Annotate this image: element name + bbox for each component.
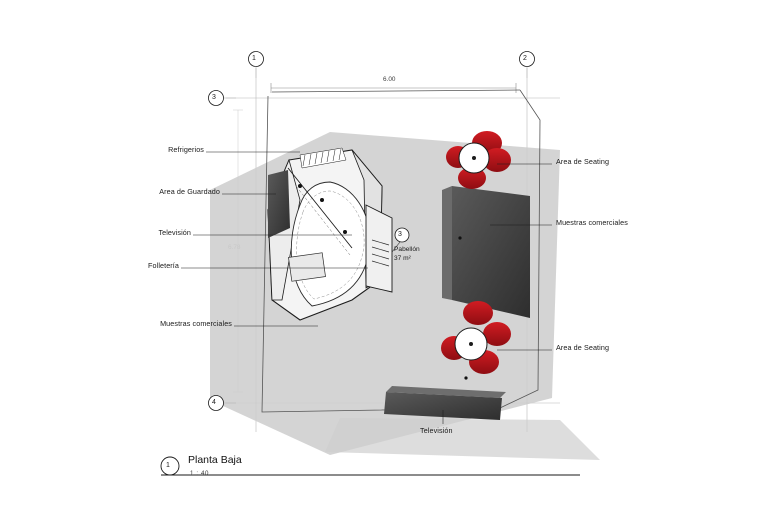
tv-platform <box>384 386 506 420</box>
dimension-top-label: 6.00 <box>383 76 396 83</box>
annotation-muestras-comerciales-left: Muestras comerciales <box>160 319 232 328</box>
grid-bubble-1: 1 <box>252 55 256 62</box>
grid-bubble-2: 2 <box>523 55 527 62</box>
drawing-scale: 1 : 40 <box>190 470 210 477</box>
floor-slab-extension <box>325 418 600 460</box>
annotation-television-left: Televisión <box>158 228 191 237</box>
marker-dot <box>464 376 467 379</box>
marker-dot <box>458 236 461 239</box>
annotation-television-bottom: Televisión <box>420 426 453 435</box>
grid-bubble-4: 4 <box>212 399 216 406</box>
room-tag-name: Pabellón <box>394 246 420 253</box>
annotation-area-de-guardado: Area de Guardado <box>159 187 220 196</box>
annotation-muestras-comerciales-right: Muestras comerciales <box>556 218 628 227</box>
annotation-area-de-seating-top: Area de Seating <box>556 157 610 166</box>
dimension-left-label: 6.78 <box>228 244 241 251</box>
room-tag-area: 37 m² <box>394 255 411 262</box>
display-wall-right <box>452 186 530 318</box>
shelf-unit <box>366 205 392 292</box>
annotation-refrigerios: Refrigerios <box>168 145 204 154</box>
grid-bubble-3: 3 <box>212 94 216 101</box>
title-block-tag: 1 <box>166 462 170 469</box>
display-wall-right-edge <box>442 186 452 300</box>
annotation-folleteria: Folletería <box>148 261 179 270</box>
room-tag-bubble: 3 <box>398 231 402 238</box>
annotation-area-de-seating-bottom: Area de Seating <box>556 343 610 352</box>
drawing-title: Planta Baja <box>188 454 242 466</box>
